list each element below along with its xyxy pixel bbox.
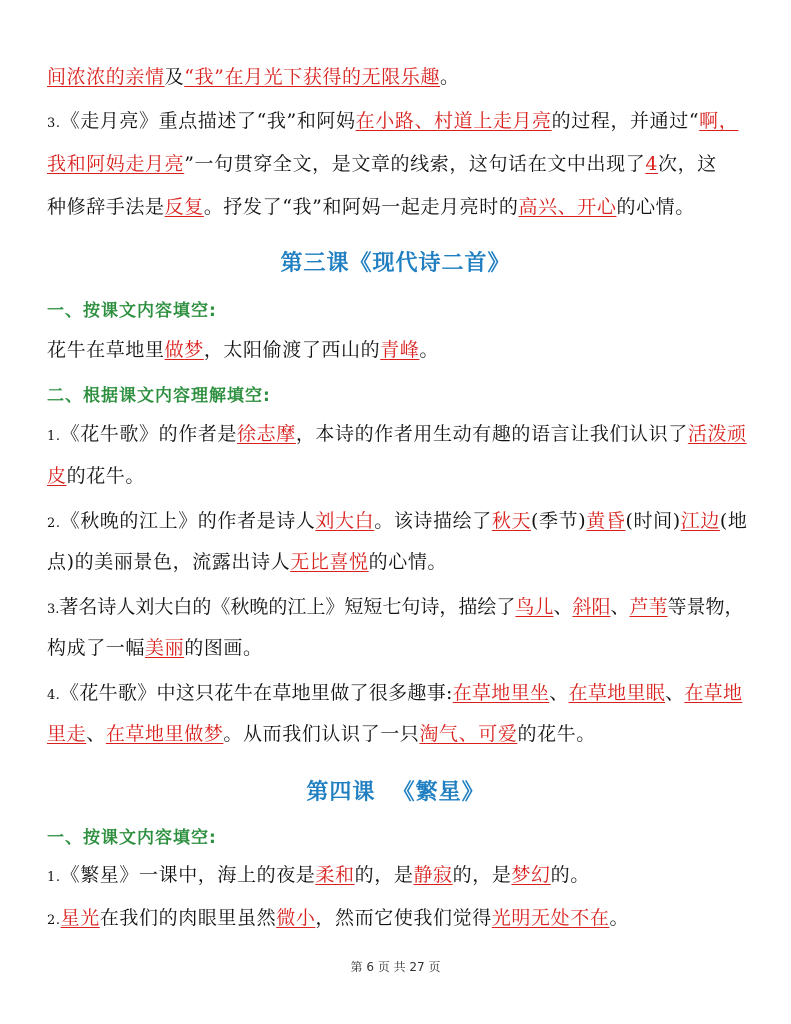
- lesson-title: 第三课《现代诗二首》: [280, 251, 511, 276]
- answer-text: 静寂: [413, 864, 453, 886]
- question-number: 2.: [47, 913, 61, 928]
- answer-text: 星光: [60, 907, 100, 929]
- text: 、: [610, 596, 630, 618]
- answer-text: 高兴、开心: [518, 196, 617, 218]
- text: 、: [553, 596, 573, 618]
- text: 等景物，: [667, 596, 744, 618]
- question-number: 3.: [47, 116, 61, 131]
- text: 、: [86, 723, 106, 745]
- answer-text: 黄昏: [586, 510, 626, 532]
- text: 的，是: [452, 864, 512, 886]
- lesson-title: 第四课 《繁星》: [306, 780, 485, 805]
- answer-text: 秋天: [491, 510, 532, 532]
- answer-text: 青峰: [380, 339, 420, 361]
- question-number: 4.: [47, 688, 61, 703]
- answer-text: “我”在月光下获得的无限乐趣: [184, 66, 441, 88]
- text: ，本诗的作者用生动有趣的语言让我们认识了: [295, 423, 688, 445]
- question-line: [47, 463, 751, 489]
- answer-text: 反复: [164, 196, 204, 218]
- answer-text: 我和阿妈走月亮: [47, 153, 185, 175]
- answer-text: 皮: [47, 465, 67, 487]
- text: 的图画。: [184, 637, 263, 659]
- text: (时间): [625, 510, 681, 532]
- answer-text: 徐志摩: [237, 423, 296, 445]
- text: 的花牛。: [517, 723, 596, 745]
- question-line: [47, 151, 751, 177]
- question-number: 1.: [47, 429, 61, 444]
- text: ，然而它使我们觉得: [315, 907, 492, 929]
- text: 的。: [550, 864, 590, 886]
- answer-text: 活泼顽: [687, 423, 747, 445]
- answer-text: 里走: [47, 723, 87, 745]
- answer-text: 在草地里做梦: [105, 723, 224, 745]
- text: 构成了一幅: [47, 637, 146, 659]
- page-footer: 第 6 页 共 27 页: [350, 960, 441, 974]
- text: 《秋晚的江上》的作者是诗人: [60, 510, 316, 532]
- answer-text: 刘大白: [315, 510, 375, 532]
- answer-text: 做梦: [164, 339, 204, 361]
- answer-text: 美丽: [145, 637, 185, 659]
- question-line: [47, 721, 751, 747]
- answer-text: 无比喜悦: [290, 551, 369, 573]
- answer-text: 间浓浓的亲情: [47, 66, 165, 88]
- answer-text: 梦幻: [511, 864, 551, 886]
- question-line: [47, 635, 751, 661]
- answer-text: 鸟儿: [515, 596, 554, 618]
- answer-text: 微小: [276, 907, 316, 929]
- question-line: [47, 680, 751, 709]
- text: ”一句贯穿全文，是文章的线索，这句话在文中出现了: [184, 153, 646, 175]
- text: 。: [609, 907, 630, 929]
- answer-text: 在草地: [684, 682, 743, 704]
- answer-text: 斜阳: [572, 596, 611, 618]
- text: 《走月亮》重点描述了“我”和阿妈: [60, 110, 356, 132]
- text: 《花牛歌》的作者是: [60, 423, 238, 445]
- question-line: [47, 549, 751, 575]
- text: ，太阳偷渡了西山的: [203, 339, 381, 361]
- answer-text: 柔和: [315, 864, 355, 886]
- answer-text: 啊，: [699, 110, 739, 132]
- text: 、: [665, 682, 685, 704]
- text: 在我们的肉眼里虽然: [99, 907, 277, 929]
- question-line: [47, 905, 751, 934]
- question-line: [47, 337, 751, 363]
- text: 及: [164, 66, 185, 88]
- text: (季节): [531, 510, 587, 532]
- answer-text: 芦苇: [629, 596, 668, 618]
- text: 种修辞手法是: [47, 196, 165, 218]
- text: 。该诗描绘了: [374, 510, 492, 532]
- text: 的，是: [354, 864, 414, 886]
- answer-text: 4: [645, 153, 659, 175]
- text: 点)的美丽景色，流露出诗人: [47, 551, 291, 573]
- text: 《繁星》一课中，海上的夜是: [60, 864, 316, 886]
- answer-text: 在草地里坐: [452, 682, 550, 704]
- question-line: [47, 862, 751, 891]
- text: 的心情。: [368, 551, 448, 573]
- text: (地: [719, 510, 748, 532]
- text: 。: [440, 66, 460, 88]
- text: 、: [549, 682, 569, 704]
- question-number: 2.: [47, 516, 61, 531]
- answer-text: 江边: [680, 510, 720, 532]
- question-line: [47, 508, 751, 537]
- question-line: [47, 594, 751, 623]
- answer-text: 淘气、可爱: [419, 723, 518, 745]
- question-line: [47, 194, 751, 220]
- text: 《花牛歌》中这只花牛在草地里做了很多趣事:: [60, 682, 453, 704]
- section-heading: 二、根据课文内容理解填空:: [47, 386, 271, 406]
- text: 。: [419, 339, 440, 361]
- section-heading: 一、按课文内容填空:: [47, 301, 217, 321]
- paragraph-line: [47, 64, 751, 90]
- text: 。抒发了“我”和阿妈一起走月亮时的: [203, 196, 519, 218]
- answer-text: 在草地里眠: [568, 682, 666, 704]
- text: 次，这: [658, 153, 717, 175]
- section-heading: 一、按课文内容填空:: [47, 828, 217, 848]
- text: 著名诗人刘大白的《秋晚的江上》短短七句诗，描绘了: [59, 596, 516, 618]
- question-number: 1.: [47, 870, 61, 885]
- answer-text: 在小路、村道上走月亮: [355, 110, 552, 132]
- text: 的心情。: [616, 196, 695, 218]
- text: 的花牛。: [66, 465, 146, 487]
- answer-text: 光明无处不在: [491, 907, 610, 929]
- text: 花牛在草地里: [47, 339, 165, 361]
- question-line: [47, 108, 751, 137]
- text: 。从而我们认识了一只: [223, 723, 420, 745]
- question-number: 3.: [47, 602, 60, 617]
- text: 的过程，并通过“: [551, 110, 700, 132]
- question-line: [47, 421, 751, 450]
